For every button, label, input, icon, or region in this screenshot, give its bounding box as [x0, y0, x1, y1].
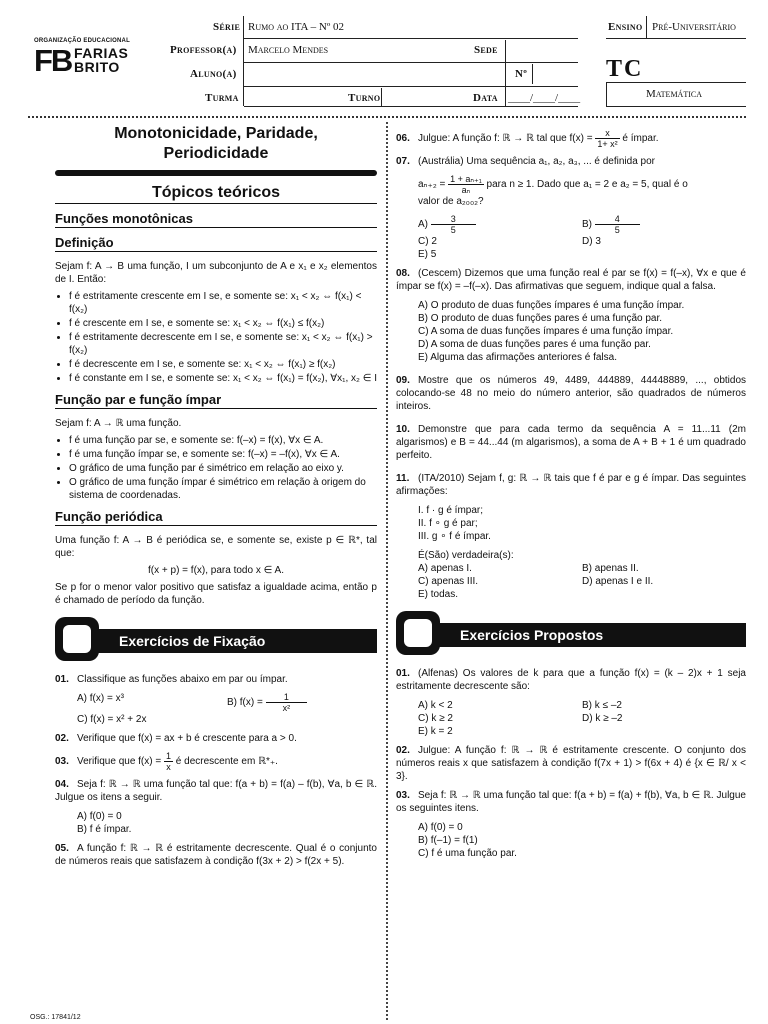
periodic-text: Uma função f: A → B é periódica se, e somente se, existe p ∈ ℝ*, tal que:	[55, 535, 377, 559]
logo-brito: BRITO	[74, 59, 120, 75]
question-08-option: D) A soma de duas funções pares é uma função par.	[418, 339, 651, 350]
org-label: ORGANIZAÇÃO EDUCACIONAL	[34, 38, 130, 44]
farias-brito-logo	[30, 38, 140, 78]
question-07-options: A) $\frac{3}{5}$ B) $\frac{4}{5}$	[396, 214, 746, 235]
question-04: 04. Seja f: ℝ → ℝ uma função tal que: f(a + b) = f(a) – f(b), ∀a, b ∈ ℝ. Julgue os itens a seguir.	[55, 779, 377, 803]
question-09: 09. Mostre que os números 49, 4489, 444889, 44448889, ..., obtidos colocando-se 48 no meio do número anterior, são quadrados de números inteiros.	[396, 375, 746, 412]
question-02: 02. Verifique que f(x) = ax + b é crescente para a > 0.	[55, 733, 297, 744]
ensino-value: Pré-Universitário	[652, 21, 736, 33]
question-08-option: E) Alguma das afirmações anteriores é falsa.	[418, 352, 617, 363]
fixacao-section-header	[55, 617, 377, 663]
sede-label: Sede	[474, 44, 498, 56]
tc-mark: TC	[606, 56, 644, 82]
question-11: 11. (ITA/2010) Sejam f, g: ℝ → ℝ tais que f é par e g é ímpar. Das seguintes afirmações:	[396, 473, 746, 497]
question-07-end: valor de a₂₀₀₂?	[418, 196, 484, 207]
professor-value: Marcelo Mendes	[248, 44, 329, 56]
fixacao-title: Exercícios de Fixação	[79, 629, 377, 653]
definition-item: • f é estritamente crescente em I se, e somente se: x₁ < x₂ ⇔ f(x₁) < f(x₂)	[69, 290, 377, 316]
option-c: C) f(x) = x² + 2x	[77, 714, 147, 725]
question-04-a: A) f(0) = 0	[77, 811, 122, 822]
definition-item: • f é crescente em I se, e somente se: x₁ < x₂ ⇔ f(x₁) ≤ f(x₂)	[69, 317, 377, 330]
proposed-01: 01. (Alfenas) Os valores de k para que a função f(x) = (k – 2)x + 1 seja estritamente decrescente são:	[396, 668, 746, 692]
topicos-heading: Tópicos teóricos	[151, 184, 281, 201]
proposed-02: 02. Julgue: A função f: ℝ → ℝ é estritamente crescente. O conjunto dos números reais x que satisfazem à condição f(7x + 1) > f(6x + 4) é {x ∈ ℝ/ x < 3}.	[396, 745, 746, 782]
periodic-heading: Função periódica	[55, 509, 163, 524]
logo-fb: FB	[34, 43, 72, 78]
parity-item: • O gráfico de uma função ímpar é simétrico em relação à origem do sistema de coordenadas.	[69, 476, 377, 502]
title-line-2: Periodicidade	[163, 145, 269, 162]
column-divider	[386, 122, 388, 1020]
data-label: Data	[473, 92, 498, 104]
title-line-1: Monotonicidade, Paridade,	[114, 125, 318, 142]
question-08-option: A) O produto de duas funções ímpares é uma função ímpar.	[418, 300, 685, 311]
parity-item: • O gráfico de uma função par é simétrico em relação ao eixo y.	[69, 462, 377, 475]
proposed-03: 03. Seja f: ℝ → ℝ uma função tal que: f(a + b) = f(a) + f(b), ∀a, b ∈ ℝ. Julgue os seguintes itens.	[396, 790, 746, 814]
header	[0, 0, 768, 112]
definition-list	[55, 290, 377, 385]
propostos-section-header	[396, 611, 746, 657]
parity-item: • f é uma função par se, e somente se: f(–x) = f(x), ∀x ∈ A.	[69, 434, 377, 447]
periodic-text-2: Se p for o menor valor positivo que satisfaz a igualdade acima, então p é chamado de período da função.	[55, 582, 377, 606]
left-column	[55, 122, 377, 874]
turma-label: Turma	[205, 92, 239, 104]
page-title	[55, 124, 377, 164]
turno-label: Turno	[348, 92, 381, 104]
parity-list	[55, 434, 377, 502]
definition-item: • f é estritamente decrescente em I se, e somente se: x₁ < x₂ ⇔ f(x₁) > f(x₂)	[69, 331, 377, 357]
notepad-icon	[55, 617, 99, 661]
question-08-option: C) A soma de duas funções ímpares é uma função ímpar.	[418, 326, 674, 337]
question-07-recurrence: aₙ₊₂ = $\frac{\text{1 + aₙ₊₁}}{\text{aₙ}}$ para n ≥ 1. Dado que a₁ = 2 e a₂ = 5, qual é o	[418, 174, 688, 195]
ensino-label: Ensino	[608, 21, 643, 33]
parity-heading: Função par e função ímpar	[55, 392, 222, 407]
question-07: 07. (Austrália) Uma sequência a₁, a₂, a₃, ... é definida por	[396, 156, 656, 167]
question-08: 08. (Cescem) Dizemos que uma função real é par se f(x) = f(–x), ∀x e que é ímpar se f(x) = –f(–x). Das afirmativas que seguem, indique qual a falsa.	[396, 268, 746, 292]
question-04-b: B) f é ímpar.	[77, 824, 132, 835]
question-08-option: B) O produto de duas funções pares é uma função par.	[418, 313, 663, 324]
monotonic-heading: Funções monotônicas	[55, 211, 193, 226]
serie-value: Rumo ao ITA – Nº 02	[248, 21, 345, 33]
right-column: 06. Julgue: A função f: ℝ → ℝ tal que f(x) = $\frac{x}{\text{1+ x²}}$ é ímpar. 07. (Austrália) Uma sequência a₁, a₂, a₃, ... é definida por aₙ₊₂ = $\frac{\text{1 + aₙ₊₁}}{\text{aₙ}}$ para n ≥ 1. Dado que a₁ = 2 e a₂ = 5, qual é o valor de a₂₀₀₂? A) $\frac{3}{5}$ B) $\frac{4}{5}$ C) 2 D) 3 E) 5 08. (Cescem) Dizemos que uma função real é par se f(x) = f(–x), ∀x e que é ímpar se f(x) = –f(–x). Das afirmativas que seguem, indique qual a falsa. A) O produto de duas funções ímpares é uma função ímpar. B) O produto de duas funções pares é uma função par. C) A soma de duas funções ímpares é uma função ímpar. D) A soma de duas funções pares é uma função par. E) Alguma das afirmações anteriores é falsa. 09. Mostre que os números 49, 4489, 444889, 44448889, ..., obtidos colocando-se 48 no meio do número anterior, são quadrados de números inteiros. 10. Demonstre que para cada termo da sequência A = 11...11 (2m algarismos) e B = 44...44 (m algarismos), a soma de A + B + 1 é um quadrado perfeito. 11. (ITA/2010) Sejam f, g: ℝ → ℝ tais que f é par e g é ímpar. Das seguintes afirmações: I. f · g é ímpar; II. f ∘ g é par; III. g ∘ f é ímpar. É(São) verdadeira(s): A) apenas I. B) apenas II. C) apenas III. D) apenas I e II. E) todas. Exercícios Propostos 01. (Alfenas) Os valores de k para que a função f(x) = (k – 2)x + 1 seja estritamente decrescente são: A) k < 2 B) k ≤ –2 C) k ≥ 2 D) k ≥ –2 E) k = 2 02. Julgue: A função f: ℝ → ℝ é estritamente crescente. O conjunto dos números reais x que satisfazem à condição f(7x + 1) > f(6x + 4) é {x ∈ ℝ/ x < 3}. 03. Seja f: ℝ → ℝ uma função tal que: f(a + b) = f(a) + f(b), ∀a, b ∈ ℝ. Julgue os seguintes itens. A) f(0) = 0 B) f(–1) = f(1) C) f é uma função par.	[396, 128, 746, 859]
professor-label: Professor(a)	[170, 44, 237, 56]
header-divider	[28, 116, 746, 118]
footer-code: OSG.: 17841/12	[30, 1014, 81, 1021]
definition-item: • f é constante em I se, e somente se: x₁ < x₂ ⇔ f(x₁) = f(x₂), ∀x₁, x₂ ∈ I	[69, 372, 377, 385]
question-10: 10. Demonstre que para cada termo da sequência A = 11...11 (2m algarismos) e B = 44...44 (m algarismos), a soma de A + B + 1 é um quadrado perfeito.	[396, 424, 746, 461]
propostos-title: Exercícios Propostos	[420, 623, 746, 647]
definition-item: • f é decrescente em I se, e somente se: x₁ < x₂ ⇔ f(x₁) ≥ f(x₂)	[69, 358, 377, 371]
aluno-label: Aluno(a)	[190, 68, 237, 80]
data-value[interactable]: ____/____/____	[508, 92, 581, 104]
serie-label: Série	[213, 21, 241, 33]
parity-item: • f é uma função ímpar se, e somente se: f(–x) = –f(x), ∀x ∈ A.	[69, 448, 377, 461]
periodic-formula: f(x + p) = f(x), para todo x ∈ A.	[148, 565, 284, 576]
title-bar	[55, 170, 377, 176]
question-01: 01. Classifique as funções abaixo em par ou ímpar.	[55, 674, 288, 685]
question-03: 03. Verifique que f(x) = $\frac{1}{x}$ é decrescente em ℝ*₊.	[55, 751, 278, 772]
option-a: A) f(x) = x³	[77, 693, 124, 704]
option-b: B) f(x) = $\frac{1}{\text{x²}}$	[227, 692, 377, 713]
question-05: 05. A função f: ℝ → ℝ é estritamente decrescente. Qual é o conjunto de números reais que satisfazem à condição f(3x + 2) > f(2x + 5).	[55, 843, 377, 867]
question-01-options	[55, 692, 377, 713]
definition-text: Sejam f: A → B uma função, I um subconjunto de A e x₁ e x₂ elementos de I. Então:	[55, 261, 377, 285]
definition-heading: Definição	[55, 235, 114, 250]
materia-label: Matemática	[646, 88, 702, 100]
parity-text: Sejam f: A → ℝ uma função.	[55, 418, 182, 429]
speech-bubble-icon	[396, 611, 440, 655]
logo-names	[74, 46, 128, 74]
logo-farias: FARIAS	[74, 45, 129, 61]
numero-label: Nº	[515, 68, 528, 80]
question-06: 06. Julgue: A função f: ℝ → ℝ tal que f(x) = $\frac{x}{\text{1+ x²}}$ é ímpar.	[396, 128, 659, 149]
